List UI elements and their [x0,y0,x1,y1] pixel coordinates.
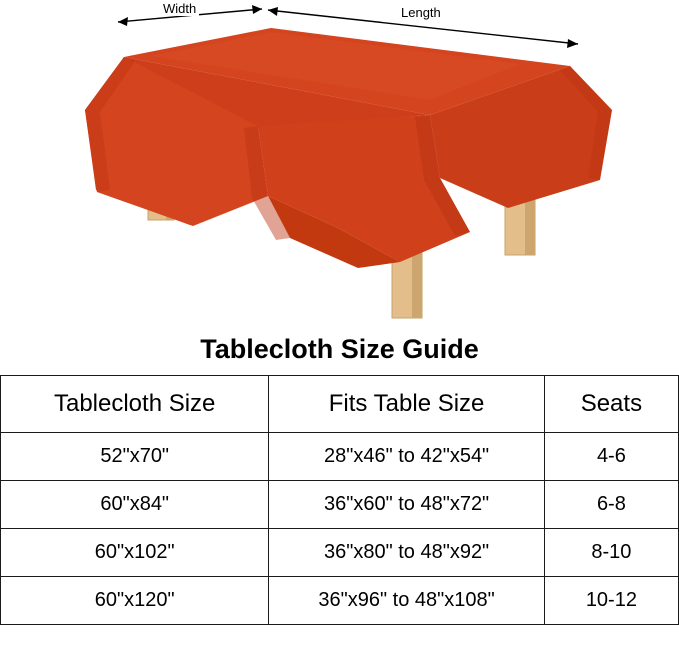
cell-tablecloth-size: 60"x102" [1,529,269,577]
cell-fits-table-size: 36"x60" to 48"x72" [269,481,544,529]
cell-seats: 10-12 [544,577,678,625]
table-row [1,577,679,625]
page-title: Tablecloth Size Guide [200,334,479,364]
table-row [1,481,679,529]
column-header-fits-table-size: Fits Table Size [269,376,544,433]
width-label: Width [160,2,199,16]
cell-seats: 8-10 [544,529,678,577]
table-row [1,433,679,481]
column-header-seats: Seats [544,376,678,433]
cell-seats: 4-6 [544,433,678,481]
cell-tablecloth-size: 60"x120" [1,577,269,625]
cell-fits-table-size: 28"x46" to 42"x54" [269,433,544,481]
cell-fits-table-size: 36"x80" to 48"x92" [269,529,544,577]
cell-tablecloth-size: 60"x84" [1,481,269,529]
tablecloth-size-table [0,375,679,625]
table-header-row [1,376,679,433]
length-label: Length [398,6,444,20]
cell-seats: 6-8 [544,481,678,529]
cell-tablecloth-size: 52"x70" [1,433,269,481]
cell-fits-table-size: 36"x96" to 48"x108" [269,577,544,625]
table-row [1,529,679,577]
column-header-tablecloth-size: Tablecloth Size [1,376,269,433]
